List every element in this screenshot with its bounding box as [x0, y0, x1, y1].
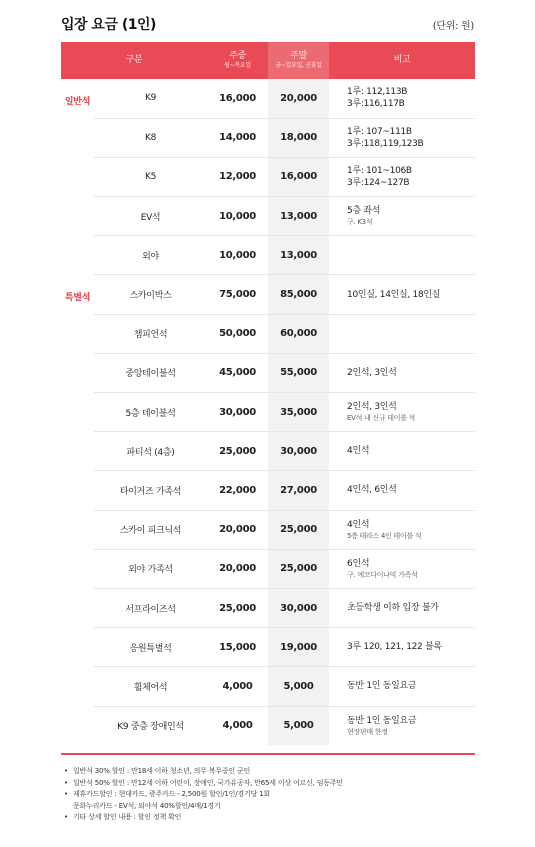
- seat-name: 중앙테이블석: [94, 353, 207, 392]
- weekend-price: 13,000: [268, 236, 329, 275]
- table-row: [61, 118, 475, 157]
- seat-name: 응원특별석: [94, 628, 207, 667]
- header-note: 비고: [329, 42, 475, 79]
- note-text: 4인석: [347, 519, 370, 530]
- table-row: [61, 236, 475, 275]
- weekend-price: 55,000: [268, 353, 329, 392]
- weekday-price: 20,000: [207, 510, 268, 549]
- note-item: • 기타 상세 할인 내용 : 할인 정책 확인: [64, 813, 182, 821]
- seat-name: 파티석 (4층): [94, 432, 207, 471]
- table-row: [61, 588, 475, 627]
- weekend-price: 18,000: [268, 118, 329, 157]
- admission-fee-table: [61, 42, 475, 745]
- note-cell: [329, 549, 475, 588]
- weekend-price: 35,000: [268, 393, 329, 432]
- weekend-price: 5,000: [268, 706, 329, 745]
- table-row: [61, 432, 475, 471]
- table-row: [61, 471, 475, 510]
- note-cell: [329, 588, 475, 627]
- table-row: [61, 393, 475, 432]
- weekend-price: 20,000: [268, 79, 329, 118]
- seat-name: 외야: [94, 236, 207, 275]
- note-cell: [329, 393, 475, 432]
- table-row: [61, 275, 475, 314]
- weekday-price: 15,000: [207, 628, 268, 667]
- discount-notes: [64, 766, 343, 824]
- weekday-price: 75,000: [207, 275, 268, 314]
- note-cell: [329, 314, 475, 353]
- weekday-price: 16,000: [207, 79, 268, 118]
- note-text-2: 3루:118,119,123B: [347, 138, 424, 149]
- weekday-price: 10,000: [207, 236, 268, 275]
- seat-name: 서프라이즈석: [94, 588, 207, 627]
- note-subtext: 현장판매 한정: [347, 727, 388, 736]
- header-weekend: 주말 금~일요일, 공휴일: [268, 42, 329, 79]
- note-subtext: 구. K3석: [347, 218, 373, 227]
- seat-name: K9: [94, 79, 207, 118]
- note-text: 1루: 101~106B: [347, 165, 412, 176]
- seat-name: 스카이박스: [94, 275, 207, 314]
- weekend-price: 30,000: [268, 588, 329, 627]
- seat-name: 외야 가족석: [94, 549, 207, 588]
- table-row: [61, 314, 475, 353]
- weekday-price: 50,000: [207, 314, 268, 353]
- weekday-price: 14,000: [207, 118, 268, 157]
- weekend-price: 5,000: [268, 667, 329, 706]
- note-text: 4인석: [347, 446, 370, 457]
- table-row: [61, 157, 475, 196]
- table-body: [61, 79, 475, 745]
- seat-name: 5층 테이블석: [94, 393, 207, 432]
- seat-name: K9 중층 장애인석: [117, 722, 184, 733]
- table-row: [61, 510, 475, 549]
- note-item: • 일반석 50% 할인 : 만12세 이하 어린이, 장애인, 국가유공자, 만65세 이상 어르신, 임동주민: [64, 778, 343, 787]
- note-text: 2인석, 3인석: [347, 367, 397, 378]
- header-category: 구분: [61, 42, 207, 79]
- weekend-price: 13,000: [268, 197, 329, 236]
- note-cell: [329, 236, 475, 275]
- weekday-price: 10,000: [207, 197, 268, 236]
- seat-name: K5: [94, 157, 207, 196]
- note-text: 1루: 112,113B: [347, 87, 408, 98]
- weekday-price: 4,000: [222, 720, 253, 732]
- seat-name: 스카이 피크닉석: [94, 510, 207, 549]
- seat-name: 휠체어석: [94, 667, 207, 706]
- note-item: • 제휴카드할인 : 현대카드, 광주카드 - 2,500원 할인/1인/경기당 1회: [64, 790, 270, 798]
- table-bottom-rule: [61, 753, 475, 755]
- note-subtext: 구. 에코다이나믹 가족석: [347, 570, 418, 579]
- weekend-price: 60,000: [268, 314, 329, 353]
- header-weekday: 주중 월~목요일: [207, 42, 268, 79]
- note-text: 10인실, 14인실, 18인실: [347, 289, 441, 300]
- note-text: 5층 좌석: [347, 206, 381, 217]
- weekend-price: 19,000: [268, 628, 329, 667]
- seat-name: 챔피언석: [94, 314, 207, 353]
- seat-name: EV석: [94, 197, 207, 236]
- note-cell: [329, 275, 475, 314]
- note-text: 동반 1인 동일요금: [347, 715, 417, 726]
- note-text: 2인석, 3인석: [347, 402, 397, 413]
- note-text: 초등학생 이하 입장 불가: [347, 603, 439, 614]
- note-item: 문화누리카드 - EV석, 외야석 40%할인/4매/1경기: [73, 801, 221, 810]
- weekday-price: 20,000: [207, 549, 268, 588]
- unit-label: (단위: 원): [432, 21, 474, 32]
- weekday-price: 45,000: [207, 353, 268, 392]
- weekend-price: 30,000: [268, 432, 329, 471]
- note-text: 6인석: [347, 558, 370, 569]
- weekday-price: 12,000: [207, 157, 268, 196]
- note-text: 4인석, 6인석: [347, 485, 397, 496]
- note-cell: [329, 118, 475, 157]
- table-row: [61, 549, 475, 588]
- seat-name: 타이거즈 가족석: [94, 471, 207, 510]
- weekday-price: 25,000: [207, 588, 268, 627]
- weekday-price: 4,000: [207, 667, 268, 706]
- note-text: 3루 120, 121, 122 블록: [347, 642, 442, 653]
- weekend-price: 25,000: [268, 549, 329, 588]
- note-cell: [329, 353, 475, 392]
- table-row: [61, 667, 475, 706]
- table-row: [61, 79, 475, 118]
- note-text: 1루: 107~111B: [347, 126, 412, 137]
- table-row: [61, 628, 475, 667]
- note-cell: [329, 706, 475, 745]
- weekend-price: 85,000: [268, 275, 329, 314]
- weekend-price: 16,000: [268, 157, 329, 196]
- weekend-price: 27,000: [268, 471, 329, 510]
- table-row: [61, 353, 475, 392]
- page-title: 입장 요금 (1인): [61, 17, 156, 33]
- table-header-row: [61, 42, 475, 79]
- weekday-price: 22,000: [207, 471, 268, 510]
- note-cell: [329, 157, 475, 196]
- note-text-2: 3루:124~127B: [347, 177, 410, 188]
- weekday-price: 25,000: [207, 432, 268, 471]
- note-cell: [329, 667, 475, 706]
- note-text-2: 3루:116,117B: [347, 99, 405, 110]
- note-subtext: EV석 내 신규 테이블 석: [347, 414, 416, 423]
- note-item: • 일반석 30% 할인 : 만18세 이하 청소년, 의무 복무중인 군인: [64, 767, 251, 775]
- group-label: 일반석: [64, 97, 91, 107]
- seat-name: K8: [94, 118, 207, 157]
- weekday-price: 30,000: [207, 393, 268, 432]
- table-row: [61, 706, 475, 745]
- note-cell: [329, 197, 475, 236]
- note-cell: [329, 510, 475, 549]
- note-cell: [329, 628, 475, 667]
- weekend-price: 25,000: [268, 510, 329, 549]
- table-row: [61, 197, 475, 236]
- note-subtext: 5층 테라스 4인 테이블 석: [347, 531, 422, 540]
- note-cell: [329, 79, 475, 118]
- note-cell: [329, 432, 475, 471]
- note-cell: [329, 471, 475, 510]
- note-text: 동반 1인 동일요금: [347, 681, 417, 692]
- group-label: 특별석: [64, 292, 91, 303]
